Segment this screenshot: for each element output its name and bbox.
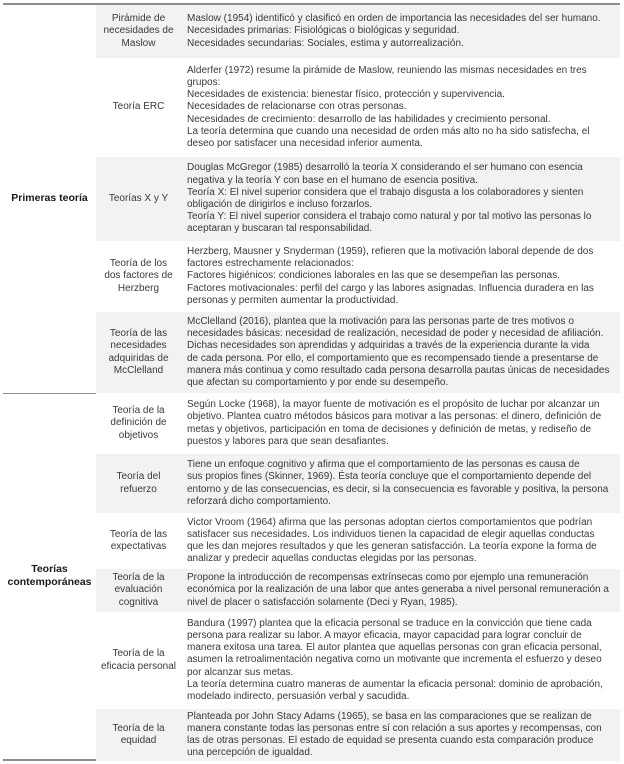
text-line: expectativas xyxy=(110,541,167,552)
text-line: equidad xyxy=(120,735,157,746)
text-line: Teorías X y Y xyxy=(108,192,169,204)
table-row-maslow xyxy=(96,5,620,58)
text-line: por alcanzar sus metas. xyxy=(187,666,294,678)
theory-name xyxy=(96,709,181,761)
text-line: nivel de placer o satisfacción solamente (Deci y Ryan, 1985). xyxy=(187,596,458,608)
theory-description xyxy=(181,569,620,612)
theory-description xyxy=(181,454,620,513)
text-line: La teoría determina cuatro maneras de aumentar la eficacia personal: dominio de aprobación, xyxy=(187,678,603,690)
text-line: Según Locke (1968), la mayor fuente de motivación es el propósito de luchar por alcanzar un xyxy=(187,399,600,411)
theory-name xyxy=(96,393,181,454)
theory-name xyxy=(96,569,181,612)
text-line: adquiridas de xyxy=(108,352,169,364)
text-line: grupos: xyxy=(187,76,221,88)
text-line: La teoría determina que cuando una necesidad de orden más alto no ha sido satisfecha, el xyxy=(187,125,590,137)
text-line: obligación de dirigirlos e incluso forzarlos. xyxy=(187,199,373,210)
text-line: manera exitosa una tarea. El autor plantea que aquellas personas con gran eficacia personal, xyxy=(187,642,602,654)
text-line: Teoría de la xyxy=(112,722,165,734)
group-separator xyxy=(3,393,96,394)
text-line: analizar y predecir aquellas conductas elegidas por las personas. xyxy=(187,553,477,565)
theory-name xyxy=(96,58,181,157)
text-line: asumen la retroalimentación negativa como un motivante que incrementa el esfuerzo y deseo xyxy=(187,654,602,666)
text-line: evaluación xyxy=(114,584,163,596)
text-line: Herzberg, Mausner y Snyderman (1959), refieren que la motivación laboral depende de dos xyxy=(187,245,594,257)
text-line: deseo por satisfacer una necesidad inferior aumenta. xyxy=(187,138,423,149)
table-row-locke xyxy=(96,393,620,454)
text-line: Teoría ERC xyxy=(112,101,165,113)
text-line: factores estrechamente relacionados: xyxy=(187,258,354,270)
theory-description xyxy=(181,612,620,709)
text-line: McClelland xyxy=(113,364,164,376)
text-line: Teoría Y: El nivel superior considera el trabajo como natural y por tal motivo las personas lo xyxy=(187,211,592,223)
text-line: aceptaran y buscaran tal responsabilidad. xyxy=(187,223,373,235)
text-line: necesidades xyxy=(110,340,167,352)
theory-description xyxy=(181,513,620,569)
text-line: modelado indirecto, persuasión verbal y sacudida. xyxy=(187,691,410,702)
text-line: Victor Vroom (1964) afirma que las personas adoptan ciertos comportamientos que podrían xyxy=(187,516,593,528)
theory-name xyxy=(96,513,181,569)
theory-description xyxy=(181,393,620,454)
table-row-x-y xyxy=(96,157,620,241)
text-line: manera constante todas las personas entre sí con relación a sus aportes y recompensas, con xyxy=(187,722,602,734)
text-line: Alderfer (1972) resume la pirámide de Maslow, reuniendo las mismas necesidades en tres xyxy=(187,64,587,76)
text-line: objetivos xyxy=(118,429,159,441)
text-line: satisfacer sus necesidades. Los individuos tienen la capacidad de elegir aquellas conductas xyxy=(187,528,595,540)
text-line: objetivo. Plantea cuatro métodos básicos para motivar a las personas: el dinero, definición de xyxy=(187,411,602,423)
text-line: Necesidades primarias: Fisiológicas o biológicas y seguridad. xyxy=(187,25,460,37)
table-row-eficacia-personal xyxy=(96,612,620,709)
theory-description xyxy=(181,241,620,312)
theory-description xyxy=(181,5,620,58)
theory-name xyxy=(96,241,181,312)
text-line: reforzará dicho comportamiento. xyxy=(187,495,331,507)
text-line: refuerzo xyxy=(120,483,157,495)
text-line: Teoría de la xyxy=(112,405,165,417)
text-line: Maslow (1954) identificó y clasificó en orden de importancia las necesidades del ser humano. xyxy=(187,13,601,25)
text-line: Necesidades secundarias: Sociales, estima y autorrealización. xyxy=(187,37,464,49)
group-label-primeras: Primeras teoría xyxy=(11,192,88,204)
text-line: Necesidades de existencia: bienestar físico, protección y supervivencia. xyxy=(187,89,505,101)
group-label-contemporaneas-line1: Teorías xyxy=(31,563,68,575)
text-line: negativa y la teoría Y con base en el humano de esencia positiva. xyxy=(187,174,478,186)
text-line: cognitiva xyxy=(118,596,159,608)
text-line: Necesidades de relacionarse con otras personas. xyxy=(187,101,407,113)
text-line: una percepción de igualdad. xyxy=(187,747,313,759)
table-row-erc xyxy=(96,58,620,157)
text-line: definición de xyxy=(110,417,167,429)
text-line: Teoría X: El nivel superior considera que el trabajo disgusta a los colaboradores y sienten xyxy=(187,186,584,198)
text-line: metas y objetivos, participación en toma de decisiones y definición de metas, y rediseño de xyxy=(187,423,592,435)
text-line: Teoría de la xyxy=(112,648,165,660)
theory-name xyxy=(96,157,181,241)
text-line: Teoría de las xyxy=(109,528,168,540)
text-line: necesidades de xyxy=(103,25,174,37)
text-line: Teoría de los xyxy=(109,258,168,270)
text-line: Teoría del xyxy=(116,471,161,483)
table-row-evaluacion-cognitiva xyxy=(96,569,620,612)
text-line: Teoría de las xyxy=(109,328,168,340)
text-line: que afectan su comportamiento y por ende su desempeño. xyxy=(187,376,449,388)
text-line: manera más continua y como resultado cada persona desarrolla pautas únicas de necesidades xyxy=(187,364,610,376)
text-line: sus propios fines (Skinner, 1969). Ésta teoría concluye que el comportamiento depende del xyxy=(187,471,592,483)
text-line: personas y permiten aumentar la productividad. xyxy=(187,294,399,306)
text-line: eficacia personal xyxy=(100,660,177,672)
group-label-contemporaneas xyxy=(3,563,96,589)
text-line: Factores higiénicos: condiciones laborales en las que se desempeñan las personas. xyxy=(187,270,561,282)
text-line: persona para realizar su labor. A mayor eficacia, mayor capacidad para lograr concluir de xyxy=(187,629,582,641)
table-row-refuerzo xyxy=(96,454,620,513)
theory-name xyxy=(96,612,181,709)
text-line: de cada persona. Por ello, el comportamiento que es recompensado tiende a presentarse de xyxy=(187,352,599,364)
text-line: Planteada por John Stacy Adams (1965), se basa en las comparaciones que se realizan de xyxy=(187,710,592,722)
text-line: puestos y labores para que sean desafiantes. xyxy=(187,435,389,447)
theory-description xyxy=(181,157,620,241)
theory-description xyxy=(181,709,620,761)
text-line: Tiene un enfoque cognitivo y afirma que el comportamiento de las personas es causa de xyxy=(187,459,580,471)
table-row-equidad xyxy=(96,709,620,761)
text-line: económica por la realización de una labor que antes generaba a nivel personal remuneración a xyxy=(187,584,609,596)
text-line: las de otras personas. El estado de equidad se presenta cuando esta comparación produce xyxy=(187,735,594,746)
text-line: Pirámide de xyxy=(111,13,166,25)
table-row-expectativas xyxy=(96,513,620,569)
theory-name xyxy=(96,5,181,58)
text-line: Dichas necesidades son aprendidas y adquiridas a través de la experiencia durante la vida xyxy=(187,340,590,352)
table-row-herzberg xyxy=(96,241,620,312)
text-line: Necesidades de crecimiento: desarrollo de las habilidades y crecimiento personal. xyxy=(187,113,551,125)
theory-name xyxy=(96,312,181,393)
motivation-theories-table xyxy=(3,3,620,761)
text-line: entorno y de las consecuencias, es decir, si la consecuencia es favorable y positiva, la persona xyxy=(187,483,609,495)
theory-name xyxy=(96,454,181,513)
text-line: Douglas McGregor (1985) desarrolló la teoría X considerando el ser humano con esencia xyxy=(187,162,583,174)
text-line: que les dan mejores resultados y que les generan satisfacción. La teoría expone la forma de xyxy=(187,541,597,552)
text-line: Factores motivacionales: perfil del cargo y las labores asignadas. Influencia duradera en las xyxy=(187,282,594,294)
text-line: Propone la introducción de recompensas extrínsecas como por ejemplo una remuneración xyxy=(187,572,589,584)
text-line: McClelland (2016), plantea que la motivación para las personas parte de tres motivos o xyxy=(187,315,574,327)
text-line: Maslow xyxy=(121,37,156,49)
text-line: Herzberg xyxy=(117,282,160,294)
group-label-contemporaneas-line2: contemporáneas xyxy=(7,576,92,588)
text-line: Bandura (1997) plantea que la eficacia personal se traduce en la convicción que tiene cada xyxy=(187,617,592,629)
theory-description xyxy=(181,58,620,157)
theory-description xyxy=(181,312,620,393)
text-line: dos factores de xyxy=(104,270,173,282)
text-line: Teoría de la xyxy=(112,572,165,584)
table-row-mcclelland xyxy=(96,312,620,393)
text-line: necesidades básicas: necesidad de realización, necesidad de poder y necesidad de afiliación. xyxy=(187,328,604,340)
